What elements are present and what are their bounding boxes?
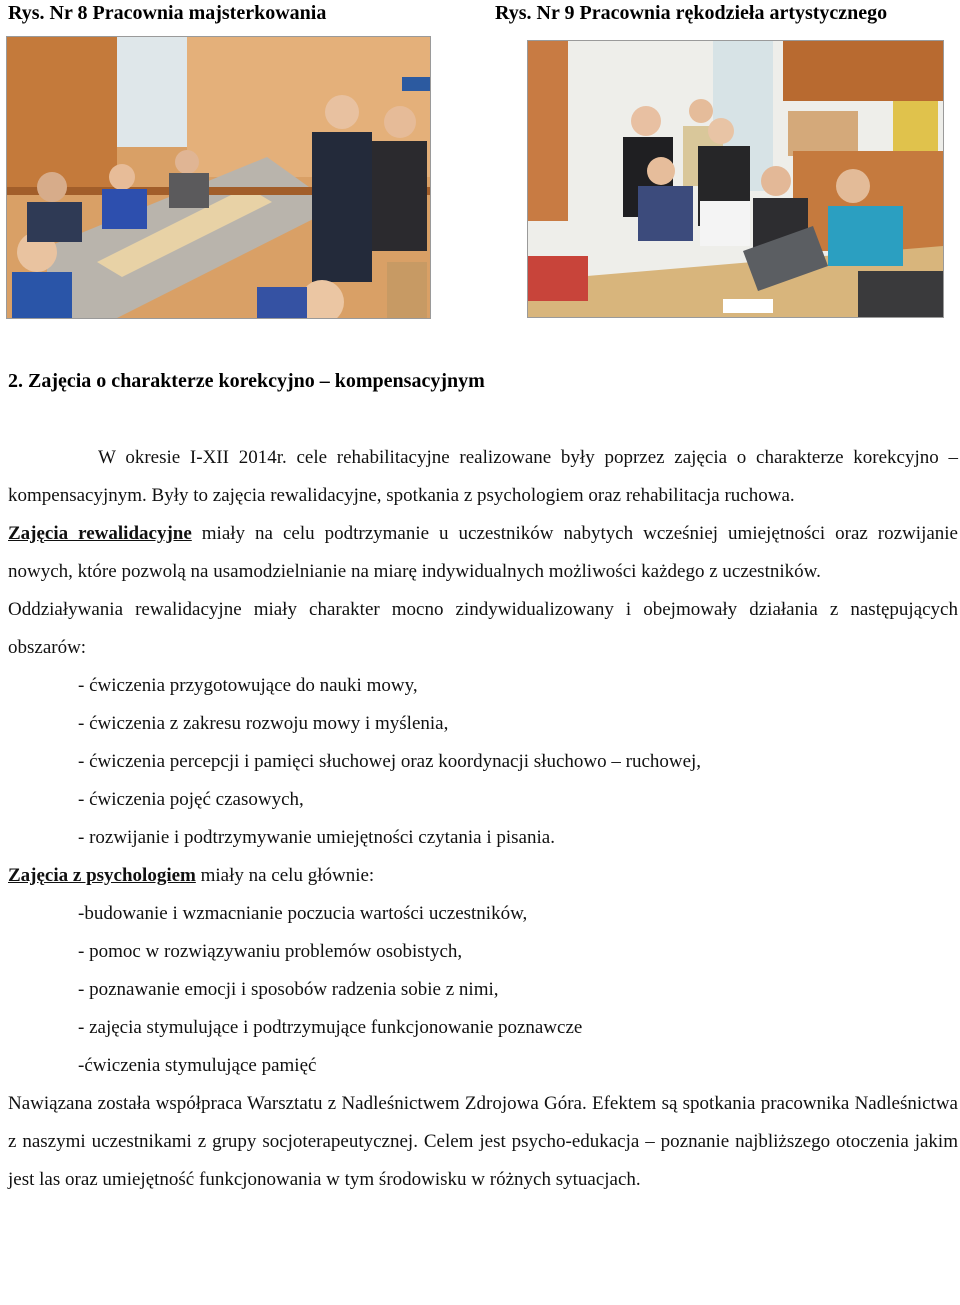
document-body	[8, 439, 958, 1199]
section-title: 2. Zajęcia o charakterze korekcyjno – kompensacyjnym	[8, 370, 485, 392]
psycholog-paragraph	[8, 857, 958, 895]
list-item: - rozwijanie i podtrzymywanie umiejętności czytania i pisania.	[78, 827, 555, 848]
list-item: -ćwiczenia stymulujące pamięć	[78, 1055, 317, 1076]
list-item: - ćwiczenia pojęć czasowych,	[78, 789, 304, 810]
psycholog-heading: Zajęcia z psychologiem	[8, 865, 196, 886]
intro-paragraph: W okresie I-XII 2014r. cele rehabilitacyjne realizowane były poprzez zajęcia o charakterze korekcyjno – kompensacyjnym. Były to zajęcia rewalidacyjne, spotkania z psychologiem oraz rehabilitacja ruchowa.	[8, 447, 958, 506]
closing-paragraph: Nawiązana została współpraca Warsztatu z Nadleśnictwem Zdrojowa Góra. Efektem są spotkania pracownika Nadleśnictwa z naszymi uczestnikami z grupy socjoterapeutycznej. Celem jest psycho-edukacja – poznanie najbliższego otoczenia jakim jest las oraz umiejętność funkcjonowania w tym środowisku w różnych sytuacjach.	[8, 1093, 958, 1190]
list-item: - pomoc w rozwiązywaniu problemów osobistych,	[78, 941, 463, 962]
workshop-photo	[6, 36, 431, 319]
rewalidacja-areas-list	[8, 667, 958, 857]
rewalidacja-paragraph	[8, 515, 958, 591]
list-item: - zajęcia stymulujące i podtrzymujące funkcjonowanie poznawcze	[78, 1017, 583, 1038]
list-item: - ćwiczenia przygotowujące do nauki mowy,	[78, 675, 418, 696]
psycholog-text: miały na celu głównie:	[195, 865, 375, 886]
list-item: - poznawanie emocji i sposobów radzenia sobie z nimi,	[78, 979, 499, 1000]
handicraft-photo	[527, 40, 944, 318]
figure-9-caption: Rys. Nr 9 Pracownia rękodzieła artystycznego	[495, 2, 888, 24]
rewalidacja-text: miały na celu podtrzymanie u uczestników nabytych wcześniej umiejętności oraz rozwijanie nowych, które pozwolą na usamodzielnianie na miarę indywidualnych możliwości każdego z uczestników.	[8, 523, 958, 582]
oddzialywania-paragraph: Oddziaływania rewalidacyjne miały charakter mocno zindywidualizowany i obejmowały działania z następujących obszarów:	[8, 599, 958, 658]
figure-8-caption: Rys. Nr 8 Pracownia majsterkowania	[8, 2, 327, 24]
list-item: - ćwiczenia z zakresu rozwoju mowy i myślenia,	[78, 713, 449, 734]
rewalidacja-heading: Zajęcia rewalidacyjne	[8, 523, 192, 544]
psycholog-goals-list	[8, 895, 958, 1085]
list-item: -budowanie i wzmacnianie poczucia wartości uczestników,	[78, 903, 528, 924]
list-item: - ćwiczenia percepcji i pamięci słuchowej oraz koordynacji słuchowo – ruchowej,	[78, 751, 702, 772]
